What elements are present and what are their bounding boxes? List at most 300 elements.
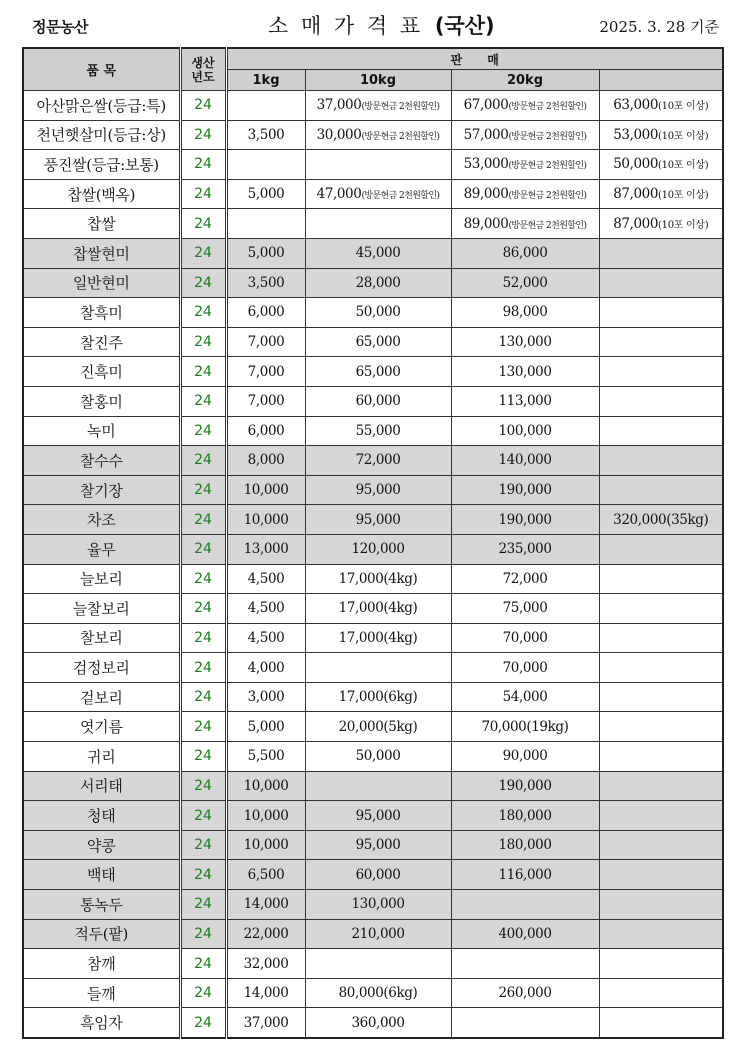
price-1kg-value: 4,000: [247, 659, 285, 676]
price-1kg-value: 10,000: [243, 777, 289, 794]
price-1kg: [226, 209, 305, 239]
price-10kg: [305, 564, 451, 594]
price-10kg-value: 80,000(6kg): [338, 985, 418, 1002]
production-year: [180, 830, 226, 860]
table-row: [23, 209, 723, 239]
price-20kg: [451, 120, 599, 150]
item-name: [23, 653, 180, 683]
table-row: [23, 298, 723, 328]
production-year-value: 24: [194, 689, 212, 706]
price-extra: [599, 268, 723, 298]
price-20kg: [451, 860, 599, 890]
header-1kg: 1kg: [226, 70, 305, 91]
production-year-value: 24: [194, 807, 212, 824]
production-year-value: 24: [194, 955, 212, 972]
price-extra: [599, 742, 723, 772]
price-10kg: [305, 505, 451, 535]
price-20kg-note: (방문현금 2천원할인): [508, 131, 587, 142]
price-20kg: [451, 179, 599, 209]
price-20kg-value: 113,000: [498, 393, 552, 410]
price-10kg-value: 20,000(5kg): [338, 718, 418, 735]
item-name: [23, 209, 180, 239]
price-1kg: [226, 416, 305, 446]
production-year-value: 24: [194, 186, 212, 203]
price-extra-value: 63,000: [613, 97, 659, 114]
price-10kg: [305, 238, 451, 268]
price-20kg: [451, 446, 599, 476]
price-extra: [599, 91, 723, 121]
price-10kg: [305, 682, 451, 712]
price-extra-note: (10포 이상): [658, 160, 709, 172]
price-20kg: [451, 357, 599, 387]
price-1kg: [226, 298, 305, 328]
table-row: [23, 534, 723, 564]
table-row: [23, 268, 723, 298]
item-name-value: 서리태: [79, 777, 123, 796]
item-name-value: 찰흑미: [79, 303, 123, 322]
price-10kg: [305, 712, 451, 742]
table-body: [23, 91, 723, 1039]
item-name-value: 찰기장: [79, 481, 123, 500]
price-extra-note: (10포 이상): [658, 130, 709, 142]
price-20kg: [451, 1008, 599, 1038]
price-10kg-value: 210,000: [351, 925, 405, 942]
price-10kg-value: 28,000: [355, 274, 401, 291]
price-1kg-value: 37,000: [243, 1014, 289, 1031]
price-20kg: [451, 978, 599, 1008]
production-year-value: 24: [194, 629, 212, 646]
price-20kg-value: 260,000: [498, 985, 552, 1002]
price-20kg-value: 67,000: [463, 97, 509, 114]
price-10kg: [305, 209, 451, 239]
item-name-value: 겉보리: [79, 688, 123, 707]
price-10kg-value: 55,000: [355, 422, 401, 439]
production-year: [180, 91, 226, 121]
item-name-value: 참깨: [87, 955, 116, 974]
price-extra: [599, 386, 723, 416]
production-year: [180, 860, 226, 890]
price-extra-value: 50,000: [613, 156, 659, 173]
price-1kg: [226, 357, 305, 387]
price-extra-note: (10포 이상): [658, 101, 709, 113]
price-1kg-value: 14,000: [243, 985, 289, 1002]
item-name-value: 찹쌀현미: [72, 244, 130, 263]
price-10kg: [305, 150, 451, 180]
price-20kg-value: 90,000: [502, 748, 548, 765]
table-row: [23, 860, 723, 890]
price-1kg: [226, 919, 305, 949]
price-20kg-note: (방문현금 2천원할인): [508, 191, 587, 202]
price-20kg: [451, 919, 599, 949]
production-year: [180, 890, 226, 920]
header-item: [23, 48, 180, 91]
price-1kg: [226, 1008, 305, 1038]
header-extra: [599, 70, 723, 91]
price-extra: [599, 150, 723, 180]
price-10kg: [305, 298, 451, 328]
price-1kg-value: 10,000: [243, 511, 289, 528]
production-year: [180, 446, 226, 476]
table-row: [23, 653, 723, 683]
price-1kg-value: 5,000: [247, 718, 285, 735]
price-1kg-value: 7,000: [247, 393, 285, 410]
production-year: [180, 949, 226, 979]
price-10kg-value: 45,000: [355, 245, 401, 262]
price-20kg: [451, 150, 599, 180]
table-row: [23, 416, 723, 446]
price-20kg: [451, 238, 599, 268]
item-name: [23, 475, 180, 505]
price-1kg: [226, 978, 305, 1008]
price-extra: [599, 771, 723, 801]
price-extra: [599, 890, 723, 920]
item-name: [23, 712, 180, 742]
price-20kg: [451, 830, 599, 860]
price-10kg: [305, 594, 451, 624]
header-sale-label: 판 매: [450, 52, 499, 67]
production-year: [180, 150, 226, 180]
price-10kg: [305, 978, 451, 1008]
price-20kg-value: 70,000: [502, 659, 548, 676]
price-extra: [599, 416, 723, 446]
price-20kg: [451, 564, 599, 594]
production-year: [180, 298, 226, 328]
item-name: [23, 120, 180, 150]
price-1kg: [226, 150, 305, 180]
price-20kg: [451, 771, 599, 801]
item-name: [23, 1008, 180, 1038]
item-name-value: 아산맑은쌀(등급:특): [36, 96, 166, 115]
price-extra-value: 320,000(35kg): [613, 511, 709, 528]
price-20kg: [451, 712, 599, 742]
item-name: [23, 771, 180, 801]
item-name-value: 찹쌀: [87, 215, 116, 234]
price-20kg-value: 75,000: [502, 600, 548, 617]
price-extra: [599, 534, 723, 564]
price-1kg: [226, 623, 305, 653]
item-name-value: 일반현미: [72, 274, 130, 293]
item-name-value: 들깨: [87, 984, 116, 1003]
price-20kg-value: 100,000: [498, 422, 552, 439]
price-extra: [599, 327, 723, 357]
table-row: [23, 919, 723, 949]
price-20kg: [451, 209, 599, 239]
price-extra: [599, 1008, 723, 1038]
item-name-value: 늘보리: [79, 570, 123, 589]
price-20kg: [451, 742, 599, 772]
production-year-value: 24: [194, 422, 212, 439]
production-year-value: 24: [194, 985, 212, 1002]
table-row: [23, 771, 723, 801]
price-10kg: [305, 91, 451, 121]
item-name: [23, 505, 180, 535]
price-20kg: [451, 801, 599, 831]
price-1kg-value: 4,500: [247, 600, 285, 617]
price-1kg-value: 10,000: [243, 837, 289, 854]
price-10kg-value: 50,000: [355, 304, 401, 321]
price-20kg-value: 180,000: [498, 807, 552, 824]
item-name-value: 찹쌀(백옥): [67, 185, 136, 204]
production-year: [180, 357, 226, 387]
price-1kg-value: 4,500: [247, 570, 285, 587]
price-10kg: [305, 860, 451, 890]
header-year-label: 생산 년도: [191, 55, 215, 84]
item-name-value: 율무: [87, 540, 116, 559]
price-20kg: [451, 268, 599, 298]
price-extra: [599, 564, 723, 594]
price-1kg-value: 32,000: [243, 955, 289, 972]
reference-date: 2025. 3. 28 기준: [599, 18, 719, 36]
price-20kg-value: 140,000: [498, 452, 552, 469]
price-1kg-value: 6,500: [247, 866, 285, 883]
price-1kg-value: 6,000: [247, 422, 285, 439]
price-1kg: [226, 771, 305, 801]
price-extra: [599, 594, 723, 624]
page-title: [268, 10, 495, 40]
price-10kg-value: 65,000: [355, 363, 401, 380]
price-20kg-value: 72,000: [502, 570, 548, 587]
price-10kg-value: 95,000: [355, 837, 401, 854]
item-name-value: 풍진쌀(등급:보통): [43, 155, 159, 174]
item-name: [23, 890, 180, 920]
price-20kg-value: 130,000: [498, 334, 552, 351]
price-extra-note: (10포 이상): [658, 219, 709, 231]
price-10kg: [305, 357, 451, 387]
table-row: [23, 327, 723, 357]
price-1kg: [226, 238, 305, 268]
item-name: [23, 416, 180, 446]
item-name: [23, 742, 180, 772]
price-1kg-value: 4,500: [247, 629, 285, 646]
production-year-value: 24: [194, 363, 212, 380]
price-10kg: [305, 890, 451, 920]
price-10kg-value: 30,000: [316, 126, 362, 143]
production-year: [180, 682, 226, 712]
production-year: [180, 801, 226, 831]
item-name: [23, 91, 180, 121]
table-row: [23, 238, 723, 268]
price-20kg: [451, 298, 599, 328]
title-main: 소 매 가 격 표: [268, 14, 424, 38]
price-20kg-value: 190,000: [498, 482, 552, 499]
production-year-value: 24: [194, 334, 212, 351]
item-name: [23, 327, 180, 357]
table-row: [23, 742, 723, 772]
table-row: [23, 801, 723, 831]
price-10kg: [305, 623, 451, 653]
price-20kg-value: 235,000: [498, 541, 552, 558]
price-10kg-value: 120,000: [351, 541, 405, 558]
price-1kg: [226, 179, 305, 209]
price-20kg-value: 57,000: [463, 126, 509, 143]
production-year-value: 24: [194, 837, 212, 854]
price-10kg: [305, 830, 451, 860]
item-name-value: 늘찰보리: [72, 599, 130, 618]
price-extra: [599, 623, 723, 653]
table-row: [23, 386, 723, 416]
production-year-value: 24: [194, 97, 212, 114]
header-item-label: 품 목: [86, 64, 117, 79]
price-10kg-value: 50,000: [355, 748, 401, 765]
price-extra-value: 87,000: [613, 186, 659, 203]
price-extra: [599, 209, 723, 239]
price-1kg-value: 7,000: [247, 363, 285, 380]
production-year: [180, 712, 226, 742]
table-row: [23, 505, 723, 535]
production-year-value: 24: [194, 156, 212, 173]
price-20kg-value: 190,000: [498, 777, 552, 794]
price-20kg-note: (방문현금 2천원할인): [508, 102, 587, 113]
price-20kg: [451, 91, 599, 121]
production-year: [180, 327, 226, 357]
production-year-value: 24: [194, 511, 212, 528]
price-10kg: [305, 742, 451, 772]
item-name: [23, 534, 180, 564]
table-row: [23, 91, 723, 121]
production-year: [180, 386, 226, 416]
title-suffix: (국산): [434, 14, 495, 38]
price-extra: [599, 475, 723, 505]
item-name-value: 적두(팥): [74, 925, 129, 944]
price-20kg: [451, 475, 599, 505]
price-20kg-value: 53,000: [463, 156, 509, 173]
table-row: [23, 712, 723, 742]
price-extra: [599, 860, 723, 890]
price-20kg-note: (방문현금 2천원할인): [508, 220, 587, 231]
item-name-value: 차조: [87, 511, 116, 530]
price-10kg-note: (방문현금 2천원할인): [361, 131, 440, 142]
price-20kg: [451, 682, 599, 712]
item-name: [23, 978, 180, 1008]
price-1kg-value: 22,000: [243, 925, 289, 942]
production-year: [180, 505, 226, 535]
price-1kg: [226, 268, 305, 298]
price-1kg: [226, 712, 305, 742]
header-10kg: 10kg: [305, 70, 451, 91]
production-year-value: 24: [194, 925, 212, 942]
price-1kg: [226, 446, 305, 476]
table-row: [23, 830, 723, 860]
price-20kg-value: 70,000: [502, 629, 548, 646]
price-10kg-value: 130,000: [351, 896, 405, 913]
table-row: [23, 150, 723, 180]
price-1kg: [226, 91, 305, 121]
item-name: [23, 564, 180, 594]
production-year-value: 24: [194, 215, 212, 232]
item-name: [23, 623, 180, 653]
table-row: [23, 564, 723, 594]
price-20kg: [451, 594, 599, 624]
price-20kg-value: 190,000: [498, 511, 552, 528]
price-10kg: [305, 446, 451, 476]
price-10kg-value: 72,000: [355, 452, 401, 469]
price-20kg-value: 89,000: [463, 186, 509, 203]
price-1kg: [226, 534, 305, 564]
price-1kg: [226, 564, 305, 594]
table-row: [23, 357, 723, 387]
item-name: [23, 150, 180, 180]
table-row: [23, 682, 723, 712]
item-name-value: 찰홍미: [79, 392, 123, 411]
item-name-value: 백태: [87, 866, 116, 885]
item-name-value: 찰진주: [79, 333, 123, 352]
price-1kg: [226, 890, 305, 920]
price-20kg: [451, 653, 599, 683]
price-20kg: [451, 416, 599, 446]
production-year-value: 24: [194, 541, 212, 558]
price-20kg-note: (방문현금 2천원할인): [508, 161, 587, 172]
price-10kg: [305, 475, 451, 505]
production-year-value: 24: [194, 1014, 212, 1031]
price-1kg-value: 3,500: [247, 274, 285, 291]
table-row: [23, 594, 723, 624]
item-name-value: 천년햇살미(등급:상): [36, 126, 166, 145]
price-10kg: [305, 801, 451, 831]
price-20kg: [451, 505, 599, 535]
price-extra: [599, 446, 723, 476]
price-extra: [599, 801, 723, 831]
price-1kg-value: 8,000: [247, 452, 285, 469]
price-20kg-value: 70,000(19kg): [481, 718, 569, 735]
price-extra: [599, 120, 723, 150]
price-extra: [599, 653, 723, 683]
item-name: [23, 357, 180, 387]
item-name: [23, 830, 180, 860]
price-1kg-value: 5,000: [247, 186, 285, 203]
price-1kg: [226, 830, 305, 860]
item-name: [23, 594, 180, 624]
production-year-value: 24: [194, 304, 212, 321]
production-year-value: 24: [194, 777, 212, 794]
item-name-value: 검정보리: [72, 659, 130, 678]
price-20kg-value: 116,000: [498, 866, 552, 883]
price-10kg: [305, 179, 451, 209]
price-1kg-value: 5,000: [247, 245, 285, 262]
price-1kg: [226, 475, 305, 505]
price-10kg-value: 47,000: [316, 186, 362, 203]
price-extra: [599, 919, 723, 949]
item-name: [23, 446, 180, 476]
price-1kg-value: 7,000: [247, 334, 285, 351]
production-year-value: 24: [194, 245, 212, 262]
production-year: [180, 179, 226, 209]
price-10kg: [305, 327, 451, 357]
price-10kg-value: 60,000: [355, 393, 401, 410]
production-year: [180, 1008, 226, 1038]
price-10kg: [305, 653, 451, 683]
price-1kg: [226, 594, 305, 624]
production-year: [180, 534, 226, 564]
price-1kg-value: 10,000: [243, 482, 289, 499]
price-10kg: [305, 1008, 451, 1038]
price-10kg-value: 95,000: [355, 807, 401, 824]
price-20kg: [451, 623, 599, 653]
price-1kg: [226, 120, 305, 150]
item-name-value: 엿기름: [79, 718, 123, 737]
production-year-value: 24: [194, 482, 212, 499]
price-extra: [599, 682, 723, 712]
price-20kg-value: 400,000: [498, 925, 552, 942]
price-20kg: [451, 949, 599, 979]
price-10kg: [305, 919, 451, 949]
item-name: [23, 238, 180, 268]
price-1kg: [226, 949, 305, 979]
table-row: [23, 475, 723, 505]
price-10kg-value: 17,000(6kg): [338, 689, 418, 706]
production-year-value: 24: [194, 600, 212, 617]
item-name: [23, 682, 180, 712]
table-row: [23, 978, 723, 1008]
